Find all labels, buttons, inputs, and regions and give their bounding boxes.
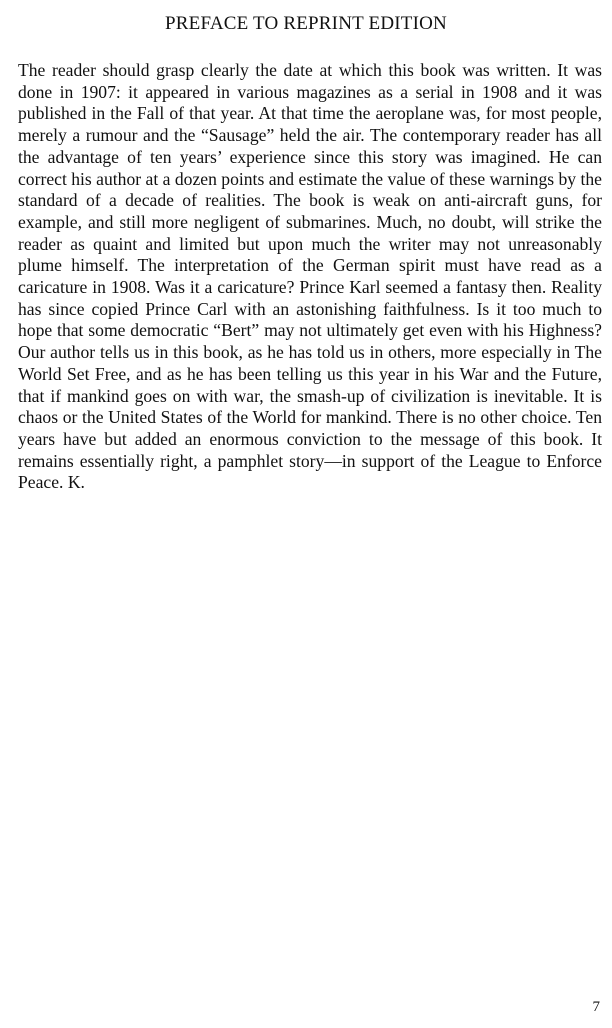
page-title: PREFACE TO REPRINT EDITION bbox=[165, 13, 447, 34]
preface-paragraph: The reader should grasp clearly the date at which this book was written. It was done in 1907: it appeared in various magazines as a serial in 1908 and it was published in the Fall of that year. At that time the aeroplane was, for most people, merely a rumour and the “Sausage” held the air. The contemporary reader has all the advantage of ten years’ experience since this story was imagined. He can correct his author at a dozen points and estimate the value of these warnings by the standard of a decade of realities. The book is weak on anti-aircraft guns, for example, and still more negligent of submarines. Much, no doubt, will strike the reader as quaint and limited but upon much the writer may not unreasonably plume himself. The interpretation of the German spirit must have read as a caricature in 1908. Was it a caricature? Prince Karl seemed a fantasy then. Reality has since copied Prince Carl with an astonishing faithfulness. Is it too much to hope that some democratic “Bert” may not ultimately get even with his Highness? Our author tells us in this book, as he has told us in others, more especially in The World Set Free, and as he has been telling us this year in his War and the Future, that if mankind goes on with war, the smash-up of civilization is inevitable. It is chaos or the United States of the World for mankind. There is no other choice. Ten years have but added an enormous conviction to the message of this book. It remains essentially right, a pamphlet story—in support of the League to Enforce Peace. K. bbox=[18, 60, 602, 493]
page-number: 7 bbox=[592, 999, 600, 1015]
